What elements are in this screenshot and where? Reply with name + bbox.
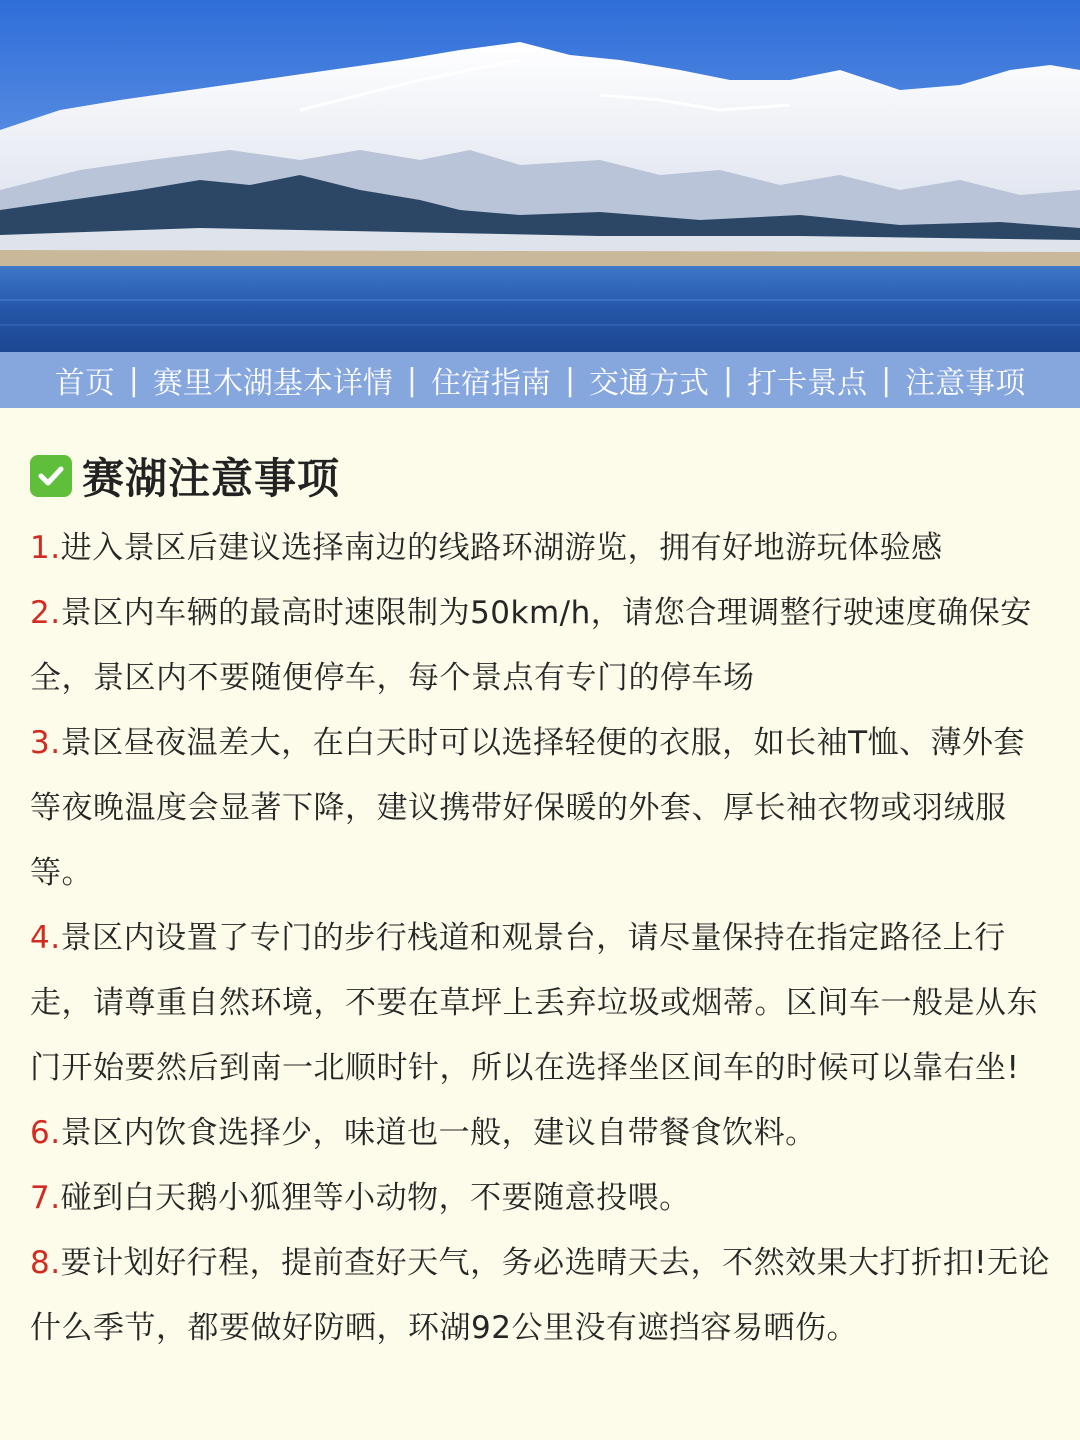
item-text: 要计划好行程，提前查好天气，务必选晴天去，不然效果大打折扣!无论什么季节，都要做好防晒，环湖92公里没有遮挡容易晒伤。 xyxy=(30,1245,1051,1346)
item-text: 碰到白天鹅小狐狸等小动物，不要随意投喂。 xyxy=(60,1180,691,1216)
section-heading xyxy=(30,446,1050,506)
hero-landscape-image xyxy=(0,0,1080,352)
item-number: 6. xyxy=(30,1115,61,1151)
nav-notes[interactable]: 注意事项 xyxy=(905,366,1026,401)
list-item xyxy=(30,711,1050,906)
nav-attractions[interactable]: 打卡景点 xyxy=(747,366,868,401)
navigation-bar xyxy=(0,352,1080,408)
list-item xyxy=(30,1231,1050,1361)
item-number: 8. xyxy=(30,1245,61,1281)
nav-home[interactable]: 首页 xyxy=(54,366,115,401)
nav-separator: | xyxy=(406,362,417,398)
item-number: 2. xyxy=(30,595,61,631)
item-text: 景区内设置了专门的步行栈道和观景台，请尽量保持在指定路径上行走，请尊重自然环境，不要在草坪上丢弃垃圾或烟蒂。区间车一般是从东门开始要然后到南一北顺时针，所以在选择坐区间车的时候可以靠右坐! xyxy=(30,920,1038,1086)
list-item xyxy=(30,516,1050,581)
nav-separator: | xyxy=(564,362,576,398)
section-title: 赛湖注意事项 xyxy=(82,454,341,503)
list-item xyxy=(30,1101,1050,1166)
nav-separator: | xyxy=(881,362,892,398)
nav-lake-details[interactable]: 赛里木湖基本详情 xyxy=(152,366,393,401)
snow-mountain-lake-illustration xyxy=(0,0,1080,352)
list-item xyxy=(30,1166,1050,1231)
list-item xyxy=(30,906,1050,1101)
item-text: 景区昼夜温差大，在白天时可以选择轻便的衣服，如长袖T恤、薄外套等夜晚温度会显著下降，建议携带好保暖的外套、厚长袖衣物或羽绒服等。 xyxy=(30,725,1026,891)
item-text: 景区内车辆的最高时速限制为50km/h，请您合理调整行驶速度确保安全，景区内不要随便停车，每个景点有专门的停车场 xyxy=(30,595,1032,696)
item-number: 1. xyxy=(30,530,61,566)
nav-separator: | xyxy=(723,362,734,398)
nav-accommodation[interactable]: 住宿指南 xyxy=(430,366,551,401)
item-number: 4. xyxy=(30,920,61,956)
item-number: 7. xyxy=(30,1180,61,1216)
notes-section xyxy=(0,408,1080,1361)
nav-separator: | xyxy=(128,362,139,398)
check-mark-icon xyxy=(30,455,72,497)
list-item xyxy=(30,581,1050,711)
nav-transport[interactable]: 交通方式 xyxy=(589,366,710,401)
item-text: 景区内饮食选择少，味道也一般，建议自带餐食饮料。 xyxy=(60,1115,817,1151)
notes-list xyxy=(30,516,1050,1361)
item-number: 3. xyxy=(30,725,61,761)
item-text: 进入景区后建议选择南边的线路环湖游览，拥有好地游玩体验感 xyxy=(60,530,943,566)
